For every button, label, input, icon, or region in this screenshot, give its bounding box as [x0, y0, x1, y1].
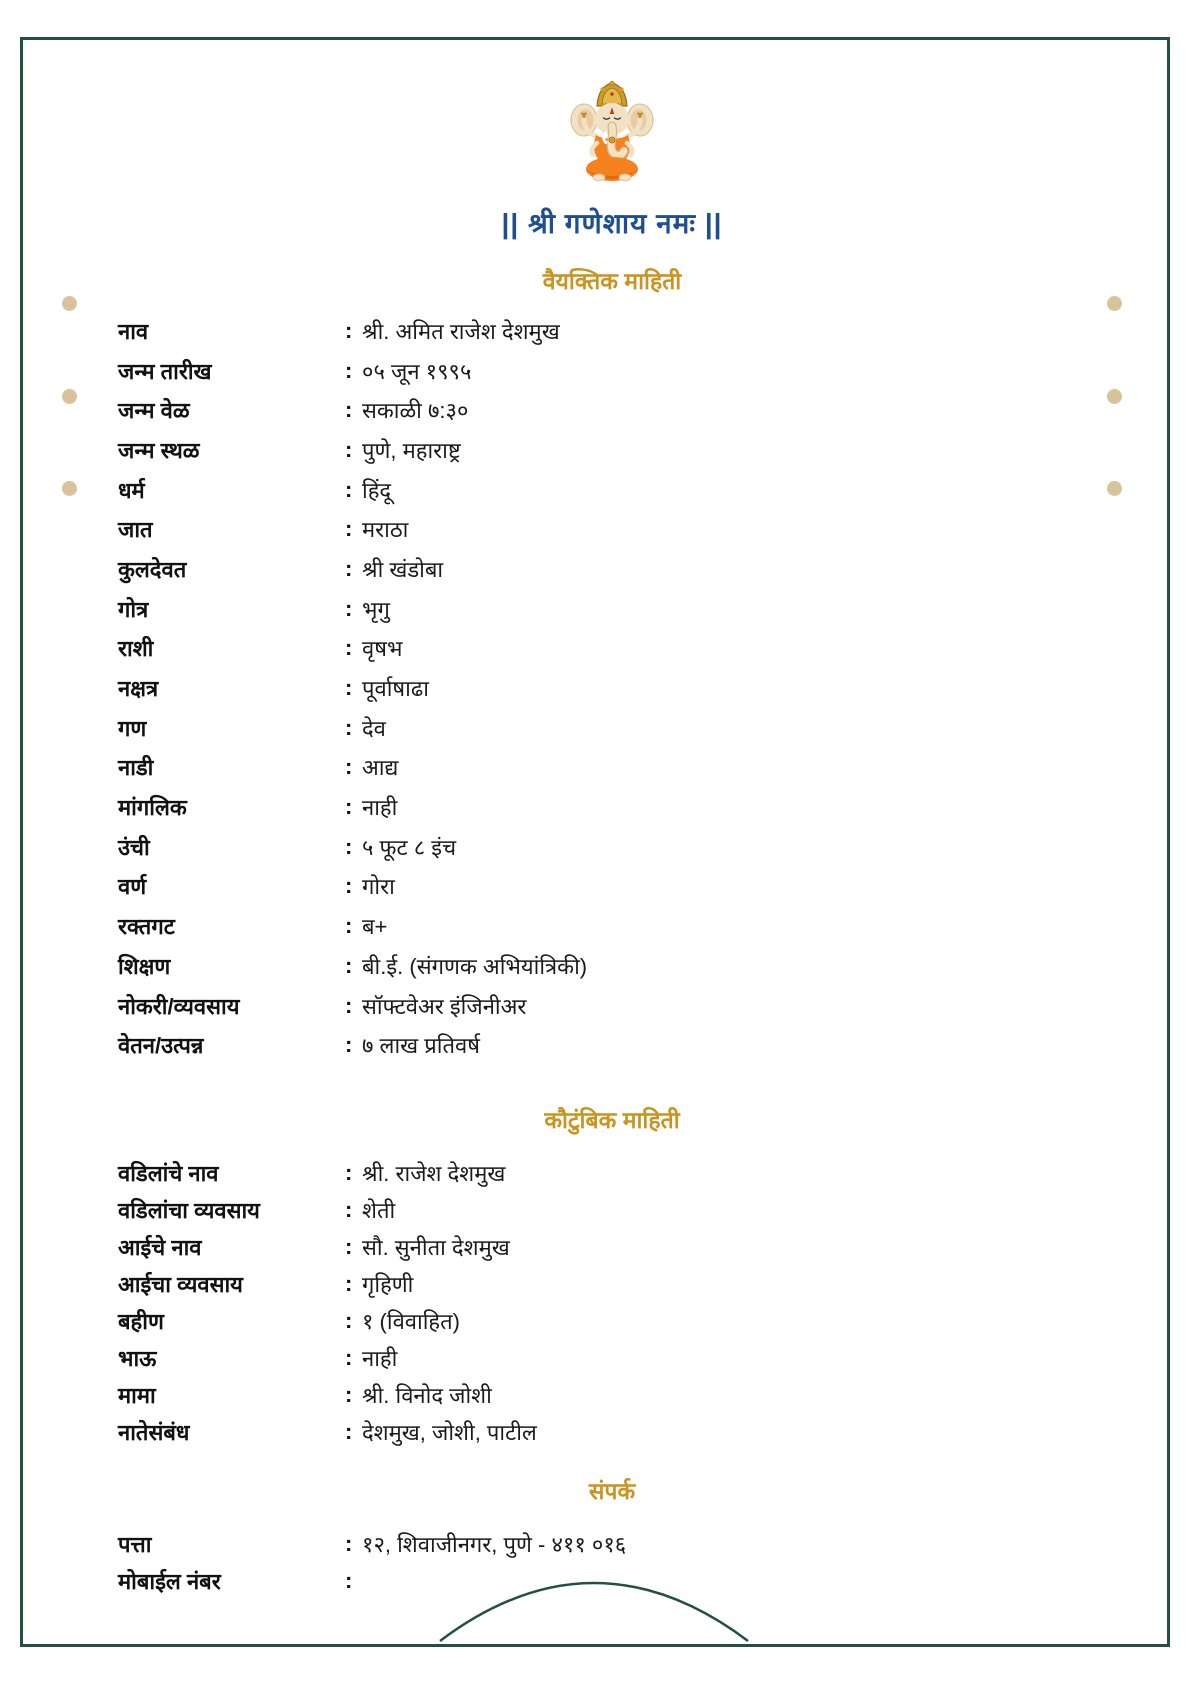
field-label: वडिलांचे नाव [118, 1161, 219, 1187]
field-row [0, 1266, 1150, 1303]
field-row [0, 311, 1150, 351]
field-value: देव [362, 715, 386, 741]
field-separator: : [345, 555, 353, 581]
field-value: गोरा [362, 874, 395, 900]
field-value: शेती [362, 1198, 396, 1224]
field-value: ७ लाख प्रतिवर्ष [362, 1033, 480, 1059]
field-label: मांगलिक [118, 795, 187, 821]
field-label: जन्म वेळ [118, 398, 190, 424]
section-heading: कौटुंबिक माहिती [544, 1107, 680, 1133]
field-row [0, 509, 1150, 549]
field-separator: : [345, 595, 353, 621]
field-separator: : [345, 436, 353, 462]
decorative-dot [1107, 296, 1122, 311]
field-value: सकाळी ७:३० [362, 398, 469, 424]
field-row [0, 906, 1150, 946]
field-separator: : [345, 1271, 353, 1297]
field-label: आईचे नाव [118, 1235, 202, 1261]
field-value: श्री. विनोद जोशी [362, 1382, 492, 1408]
field-label: वडिलांचा व्यवसाय [118, 1198, 260, 1224]
field-separator: : [345, 1530, 353, 1556]
field-separator: : [345, 1234, 353, 1260]
field-row [0, 867, 1150, 907]
field-label: रक्तगट [118, 914, 175, 940]
ganesha-image [566, 80, 658, 192]
field-label: वेतन/उत्पन्न [118, 1033, 204, 1059]
field-label: जन्म स्थळ [118, 437, 200, 463]
field-separator: : [345, 635, 353, 661]
field-separator: : [345, 1197, 353, 1223]
field-separator: : [345, 1418, 353, 1444]
field-value: श्री. राजेश देशमुख [362, 1161, 506, 1187]
field-label: मोबाईल नंबर [118, 1568, 221, 1594]
field-value: गृहिणी [362, 1272, 414, 1298]
field-row [0, 708, 1150, 748]
field-value: ०५ जून १९९५ [362, 358, 472, 384]
field-value: नाही [362, 1345, 398, 1371]
field-label: पत्ता [118, 1531, 152, 1557]
field-value: पुणे, महाराष्ट्र [362, 437, 461, 463]
field-label: मामा [118, 1382, 156, 1408]
field-separator: : [345, 476, 353, 502]
field-label: जन्म तारीख [118, 358, 212, 384]
field-row [0, 787, 1150, 827]
section-rows [0, 1155, 1150, 1450]
field-row [0, 986, 1150, 1026]
field-row [0, 1303, 1150, 1340]
field-label: धर्म [118, 477, 145, 503]
field-value: सॉफ्टवेअर इंजिनीअर [362, 993, 527, 1019]
field-row [0, 549, 1150, 589]
page-title: || श्री गणेशाय नमः || [501, 208, 723, 239]
field-label: नाव [118, 318, 149, 344]
field-separator: : [345, 913, 353, 939]
field-separator: : [345, 1567, 353, 1593]
field-label: गण [118, 715, 147, 741]
field-separator: : [345, 317, 353, 343]
field-label: गोत्र [118, 596, 149, 622]
field-row [0, 946, 1150, 986]
field-value: श्री. अमित राजेश देशमुख [362, 318, 560, 344]
field-label: नातेसंबंध [118, 1419, 190, 1445]
field-label: आईचा व्यवसाय [118, 1272, 243, 1298]
section-rows [0, 311, 1150, 1065]
field-separator: : [345, 873, 353, 899]
field-row [0, 1025, 1150, 1065]
field-separator: : [345, 714, 353, 740]
field-separator: : [345, 1032, 353, 1058]
field-label: वर्ण [118, 874, 147, 900]
field-value: श्री खंडोबा [362, 556, 444, 582]
field-value: ब+ [362, 914, 388, 940]
field-value: आद्य [362, 755, 399, 781]
field-label: बहीण [118, 1309, 164, 1334]
field-value: भृगु [362, 596, 390, 622]
field-row [0, 1376, 1150, 1413]
field-row [0, 629, 1150, 669]
field-row [0, 1229, 1150, 1266]
field-row [0, 1525, 1150, 1562]
field-row [0, 589, 1150, 629]
field-separator: : [345, 1160, 353, 1186]
field-label: कुलदेवत [118, 556, 187, 582]
field-separator: : [345, 1344, 353, 1370]
field-separator: : [345, 397, 353, 423]
field-label: नोकरी/व्यवसाय [118, 993, 240, 1019]
field-row [0, 470, 1150, 510]
field-row [0, 668, 1150, 708]
field-separator: : [345, 516, 353, 542]
field-separator: : [345, 1308, 353, 1333]
field-value: नाही [362, 795, 398, 821]
field-separator: : [345, 794, 353, 820]
field-separator: : [345, 754, 353, 780]
field-label: उंची [118, 834, 150, 860]
field-row [0, 1155, 1150, 1192]
field-value: सौ. सुनीता देशमुख [362, 1235, 510, 1261]
field-label: राशी [118, 636, 154, 662]
field-value: वृषभ [362, 636, 403, 662]
field-value: १२, शिवाजीनगर, पुणे - ४११ ०१६ [362, 1531, 627, 1557]
field-separator: : [345, 675, 353, 701]
field-row [0, 827, 1150, 867]
field-value: हिंदू [362, 477, 392, 503]
field-row [0, 1192, 1150, 1229]
field-value: १ (विवाहित) [362, 1309, 460, 1334]
field-separator: : [345, 992, 353, 1018]
field-separator: : [345, 833, 353, 859]
field-separator: : [345, 357, 353, 383]
field-row [0, 1339, 1150, 1376]
field-value: पूर्वाषाढा [362, 676, 429, 702]
section-rows [0, 1525, 1150, 1599]
field-label: नाडी [118, 755, 154, 781]
field-value: ५ फूट ८ इंच [362, 834, 457, 860]
field-label: जात [118, 517, 153, 543]
field-label: शिक्षण [118, 953, 171, 979]
field-row [0, 748, 1150, 788]
field-separator: : [345, 952, 353, 978]
decorative-dot [62, 296, 77, 311]
field-separator: : [345, 1381, 353, 1407]
field-value: देशमुख, जोशी, पाटील [362, 1419, 537, 1445]
field-row [0, 430, 1150, 470]
section-heading: वैयक्तिक माहिती [542, 268, 682, 294]
field-value: मराठा [362, 517, 409, 543]
section-heading: संपर्क [588, 1478, 636, 1504]
field-value: बी.ई. (संगणक अभियांत्रिकी) [362, 953, 588, 979]
field-label: भाऊ [118, 1345, 157, 1371]
field-row [0, 390, 1150, 430]
field-row [0, 351, 1150, 391]
field-row [0, 1562, 1150, 1599]
field-label: नक्षत्र [118, 676, 159, 702]
field-row [0, 1413, 1150, 1450]
